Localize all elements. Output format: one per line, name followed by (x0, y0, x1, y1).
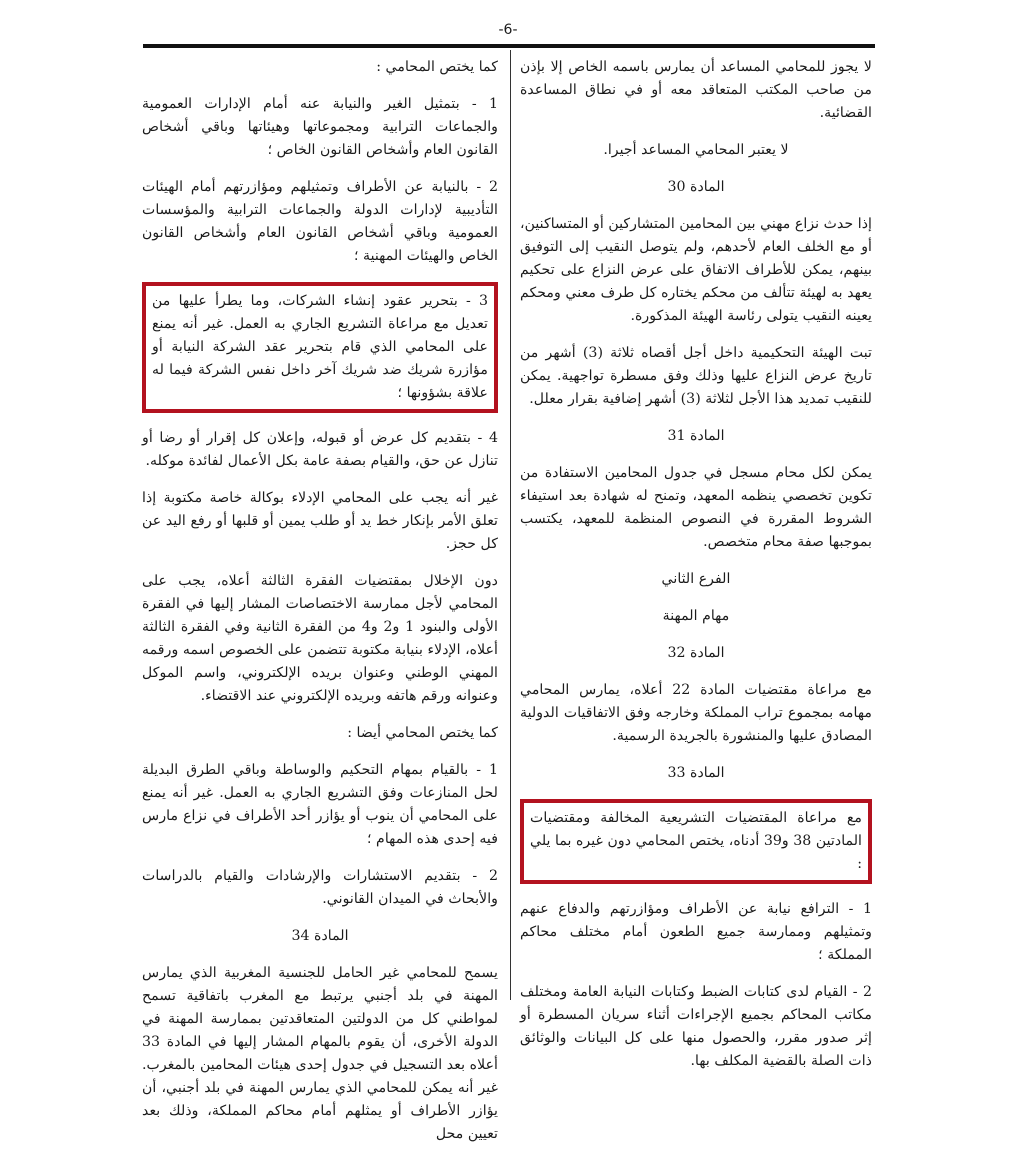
paragraph-heading: كما يختص المحامي أيضا : (347, 725, 498, 741)
list-item: 2 - بالنيابة عن الأطراف وتمثيلهم ومؤازرتهم أمام الهيئات التأديبية لإدارات الدولة والجماعات الترابية والمؤسسات العمومية وباقي أشخاص القانون العام وأشخاص القانون الخاص والهيئات المهنية ؛ (142, 179, 498, 264)
highlighted-paragraph: 3 - بتحرير عقود إنشاء الشركات، وما يطرأ عليها من تعديل مع مراعاة التشريع الجاري به العمل. غير أنه يمنع على المحامي الذي قام بتحرير عقد الشركة النيابة أو مؤازرة شريك ضد شريك آخر داخل نفس الشركة فيما له علاقة بشؤونها ؛ (142, 282, 498, 413)
article-32-heading: المادة 32 (667, 645, 725, 661)
paragraph: لا يعتبر المحامي المساعد أجيرا. (603, 142, 789, 158)
list-item: 2 - القيام لدى كتابات الضبط وكتابات النيابة العامة ومختلف مكاتب المحاكم بجميع الإجراءات أثناء سريان المسطرة أو إثر صدور مقرر، والحصول منها على كل البيانات والوثائق ذات الصلة بالقضية المكلف بها. (520, 984, 872, 1069)
list-item: 1 - الترافع نيابة عن الأطراف ومؤازرتهم والدفاع عنهم وتمثيلهم وممارسة جميع الطعون أمام مختلف محاكم المملكة ؛ (520, 901, 872, 963)
section-subheading: مهام المهنة (662, 608, 730, 624)
article-33-heading: المادة 33 (667, 765, 725, 781)
list-item: 1 - بالقيام بمهام التحكيم والوساطة وباقي الطرق البديلة لحل المنازعات وفق التشريع الجاري به العمل. غير أنه يمنع على المحامي أن ينوب أو يؤازر أحد الأطراف في نزاع مارس فيه إحدى هذه المهام ؛ (142, 762, 498, 847)
article-31-heading: المادة 31 (667, 428, 725, 444)
top-rule (143, 44, 875, 48)
paragraph: إذا حدث نزاع مهني بين المحامين المتشاركين أو المتساكنين، أو مع الخلف العام لأحدهم، ولم يتوصل النقيب إلى التوفيق بينهم، يمكن للأطراف الاتفاق على عرض النزاع على تحكيم يعهد به لهيئة تتألف من محكم يختاره كل طرف معني ومحكم يعينه النقيب يتولى رئاسة الهيئة المذكورة. (520, 216, 872, 324)
right-column (520, 56, 872, 1087)
paragraph: مع مراعاة مقتضيات المادة 22 أعلاه، يمارس المحامي مهامه بمجموع تراب المملكة وخارجه وفق الاتفاقيات الدولية المصادق عليها والمنشورة بالجريدة الرسمية. (520, 682, 872, 744)
paragraph: غير أنه يجب على المحامي الإدلاء بوكالة خاصة مكتوبة إذا تعلق الأمر بإنكار خط يد أو طلب يمين أو قلبها أو رفع اليد عن كل حجز. (142, 490, 498, 552)
paragraph: لا يجوز للمحامي المساعد أن يمارس باسمه الخاص إلا بإذن من صاحب المكتب المتعاقد معه أو في نطاق المساعدة القضائية. (520, 59, 872, 121)
article-34-heading: المادة 34 (291, 928, 349, 944)
list-item: 2 - بتقديم الاستشارات والإرشادات والقيام بالدراسات والأبحاث في الميدان القانوني. (142, 868, 498, 907)
column-divider (510, 50, 511, 1000)
left-column (142, 56, 498, 1160)
article-30-heading: المادة 30 (667, 179, 725, 195)
paragraph: يسمح للمحامي غير الحامل للجنسية المغربية الذي يمارس المهنة في بلد أجنبي يرتبط مع المغرب باتفاقية تسمح لمواطني كل من الدولتين المتعاقدتين بممارسة المهنة في الدولة الأخرى، أن يقوم بالمهام المشار إليها في المادة 33 أعلاه بعد التسجيل في جدول إحدى هيئات المحامين بالمغرب. غير أنه يمكن للمحامي الذي يمارس المهنة في بلد أجنبي، أن يؤازر الأطراف أو يمثلهم أمام محاكم المملكة، وذلك بعد تعيين محل (142, 965, 498, 1142)
paragraph: دون الإخلال بمقتضيات الفقرة الثالثة أعلاه، يجب على المحامي لأجل ممارسة الاختصاصات المشار إليها في الفقرة الأولى والبنود 1 و2 و4 من الفقرة الثانية وفي الفقرة الثالثة أعلاه، الإدلاء بنيابة مكتوبة تتضمن على الخصوص اسمه ورقمه المهني الوطني وعنوان بريده الإلكتروني، واسم الموكل وعنوانه ورقم هاتفه وبريده الإلكتروني عند الاقتضاء. (142, 573, 498, 704)
paragraph-heading: كما يختص المحامي : (376, 59, 498, 75)
list-item: 1 - بتمثيل الغير والنيابة عنه أمام الإدارات العمومية والجماعات الترابية ومجموعاتها وهيئاتها وباقي أشخاص القانون العام وأشخاص القانون الخاص ؛ (142, 96, 498, 158)
highlighted-paragraph: مع مراعاة المقتضيات التشريعية المخالفة ومقتضيات المادتين 38 و39 أدناه، يختص المحامي دون غيره بما يلي : (520, 799, 872, 884)
section-heading: الفرع الثاني (661, 571, 731, 587)
page-number: -6- (498, 22, 518, 38)
paragraph: يمكن لكل محام مسجل في جدول المحامين الاستفادة من تكوين تخصصي ينظمه المعهد، وتمنح له شهادة بعد استيفاء الشروط المقررة في النصوص المنظمة للمعهد، يكتسب بموجبها صفة محام متخصص. (520, 465, 872, 550)
list-item: 4 - بتقديم كل عرض أو قبوله، وإعلان كل إقرار أو رضا أو تنازل عن حق، والقيام بصفة عامة بكل الأعمال لفائدة موكله. (142, 430, 498, 469)
paragraph: تبت الهيئة التحكيمية داخل أجل أقصاه ثلاثة (3) أشهر من تاريخ عرض النزاع عليها وذلك وفق مسطرة تواجهية. يمكن للنقيب تمديد هذا الأجل لثلاثة (3) أشهر إضافية بقرار معلل. (520, 345, 872, 407)
